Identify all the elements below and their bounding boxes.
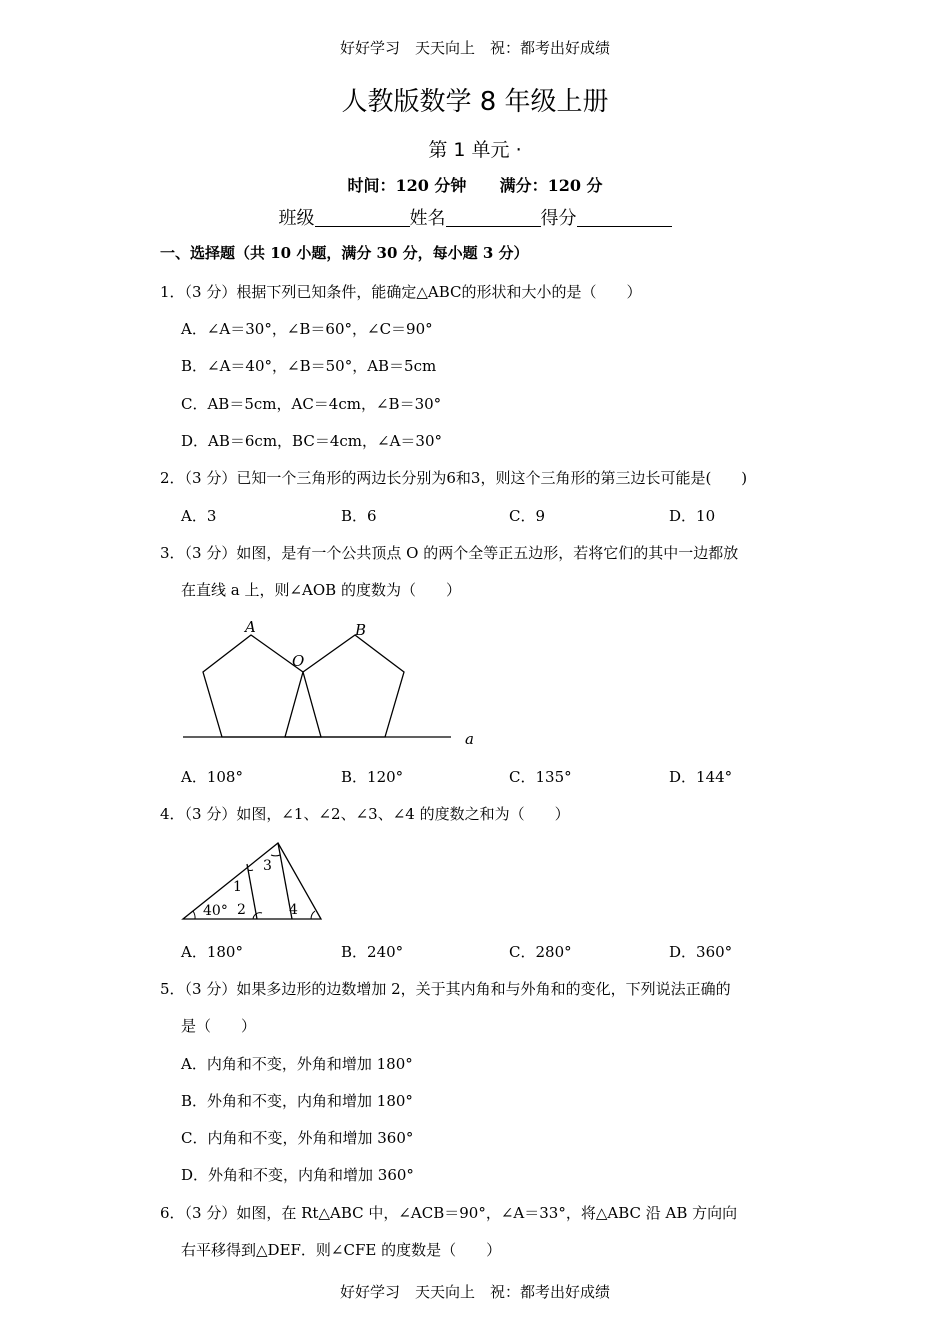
q1-stem: 1．（3 分）根据下列已知条件，能确定△ABC的形状和大小的是（ ） [160, 283, 642, 301]
q4-stem: 4．（3 分）如图，∠1、∠2、∠3、∠4 的度数之和为（ ） [160, 805, 570, 823]
page-title: 人教版数学 8 年级上册 [341, 87, 609, 117]
score-blank[interactable] [577, 208, 672, 227]
q2-option-c: C．9 [509, 507, 546, 525]
q1-option-a: A．∠A＝30°，∠B＝60°，∠C＝90° [181, 320, 433, 338]
q5-option-c: C．内角和不变，外角和增加 360° [181, 1129, 414, 1147]
section-heading: 一、选择题（共 10 小题，满分 30 分，每小题 3 分） [160, 244, 529, 262]
q4-option-d: D．360° [669, 943, 733, 961]
pentagon-left [203, 635, 321, 737]
q5-stem-line1: 5．（3 分）如果多边形的边数增加 2，关于其内角和与外角和的变化，下列说法正确的 [160, 980, 731, 998]
q3-option-a: A．108° [181, 768, 243, 786]
label-a-vertex: A [245, 618, 256, 636]
arc-2 [253, 913, 262, 919]
score-label: 得分 [540, 208, 577, 229]
q5-stem-line2: 是（ ） [181, 1017, 257, 1035]
q5-option-d: D．外角和不变，内角和增加 360° [181, 1166, 414, 1184]
label-angle-4: 4 [289, 902, 298, 918]
class-label: 班级 [278, 208, 315, 229]
label-b-vertex: B [355, 621, 367, 639]
time-limit: 时间：120 分钟 [347, 176, 467, 195]
q2-stem: 2．（3 分）已知一个三角形的两边长分别为6和3，则这个三角形的第三边长可能是( ) [160, 469, 748, 487]
inner-segment-1 [247, 864, 257, 919]
pentagon-right [285, 635, 404, 737]
exam-meta [0, 173, 950, 196]
q1-option-d: D．AB＝6cm，BC＝4cm，∠A＝30° [181, 432, 442, 450]
q4-option-c: C．280° [509, 943, 572, 961]
q3-pentagon-figure [175, 610, 485, 755]
q4-option-a: A．180° [181, 943, 243, 961]
q4-triangle-figure [175, 835, 330, 925]
q6-stem-line2: 右平移得到△DEF．则∠CFE 的度数是（ ） [181, 1241, 502, 1259]
label-angle-2: 2 [237, 902, 246, 918]
arc-40 [193, 911, 195, 919]
q1-option-c: C．AB＝5cm，AC＝4cm，∠B＝30° [181, 395, 442, 413]
label-line-a: a [465, 730, 474, 748]
q5-option-b: B．外角和不变，内角和增加 180° [181, 1092, 413, 1110]
q2-option-b: B．6 [341, 507, 377, 525]
q4-option-b: B．240° [341, 943, 404, 961]
q6-stem-line1: 6．（3 分）如图，在 Rt△ABC 中，∠ACB＝90°，∠A＝33°，将△ABC 沿 AB 方向向 [160, 1204, 738, 1222]
label-40-degree: 40° [203, 903, 228, 919]
arc-4 [311, 911, 315, 919]
label-o-vertex: O [292, 652, 305, 670]
q3-option-c: C．135° [509, 768, 572, 786]
class-blank[interactable] [315, 208, 410, 227]
full-score: 满分：120 分 [499, 176, 603, 195]
label-angle-3: 3 [263, 858, 272, 874]
q3-stem-line1: 3．（3 分）如图，是有一个公共顶点 O 的两个全等正五边形，若将它们的其中一边都放 [160, 544, 739, 562]
q3-option-d: D．144° [669, 768, 733, 786]
page-header: 好好学习 天天向上 祝：都考出好成绩 [339, 39, 610, 57]
q3-stem-line2: 在直线 a 上，则∠AOB 的度数为（ ） [181, 581, 461, 599]
q5-option-a: A．内角和不变，外角和增加 180° [181, 1055, 413, 1073]
arc-3 [271, 855, 280, 856]
q3-option-b: B．120° [341, 768, 404, 786]
unit-label: 第 1 单元 · [428, 139, 522, 161]
page-footer: 好好学习 天天向上 祝：都考出好成绩 [339, 1283, 610, 1301]
name-label: 姓名 [409, 208, 446, 229]
q1-option-b: B．∠A＝40°，∠B＝50°，AB＝5cm [181, 357, 437, 375]
q2-option-a: A．3 [181, 507, 217, 525]
label-angle-1: 1 [233, 879, 242, 895]
name-blank[interactable] [446, 208, 541, 227]
q2-option-d: D．10 [669, 507, 716, 525]
student-fields [0, 204, 950, 230]
